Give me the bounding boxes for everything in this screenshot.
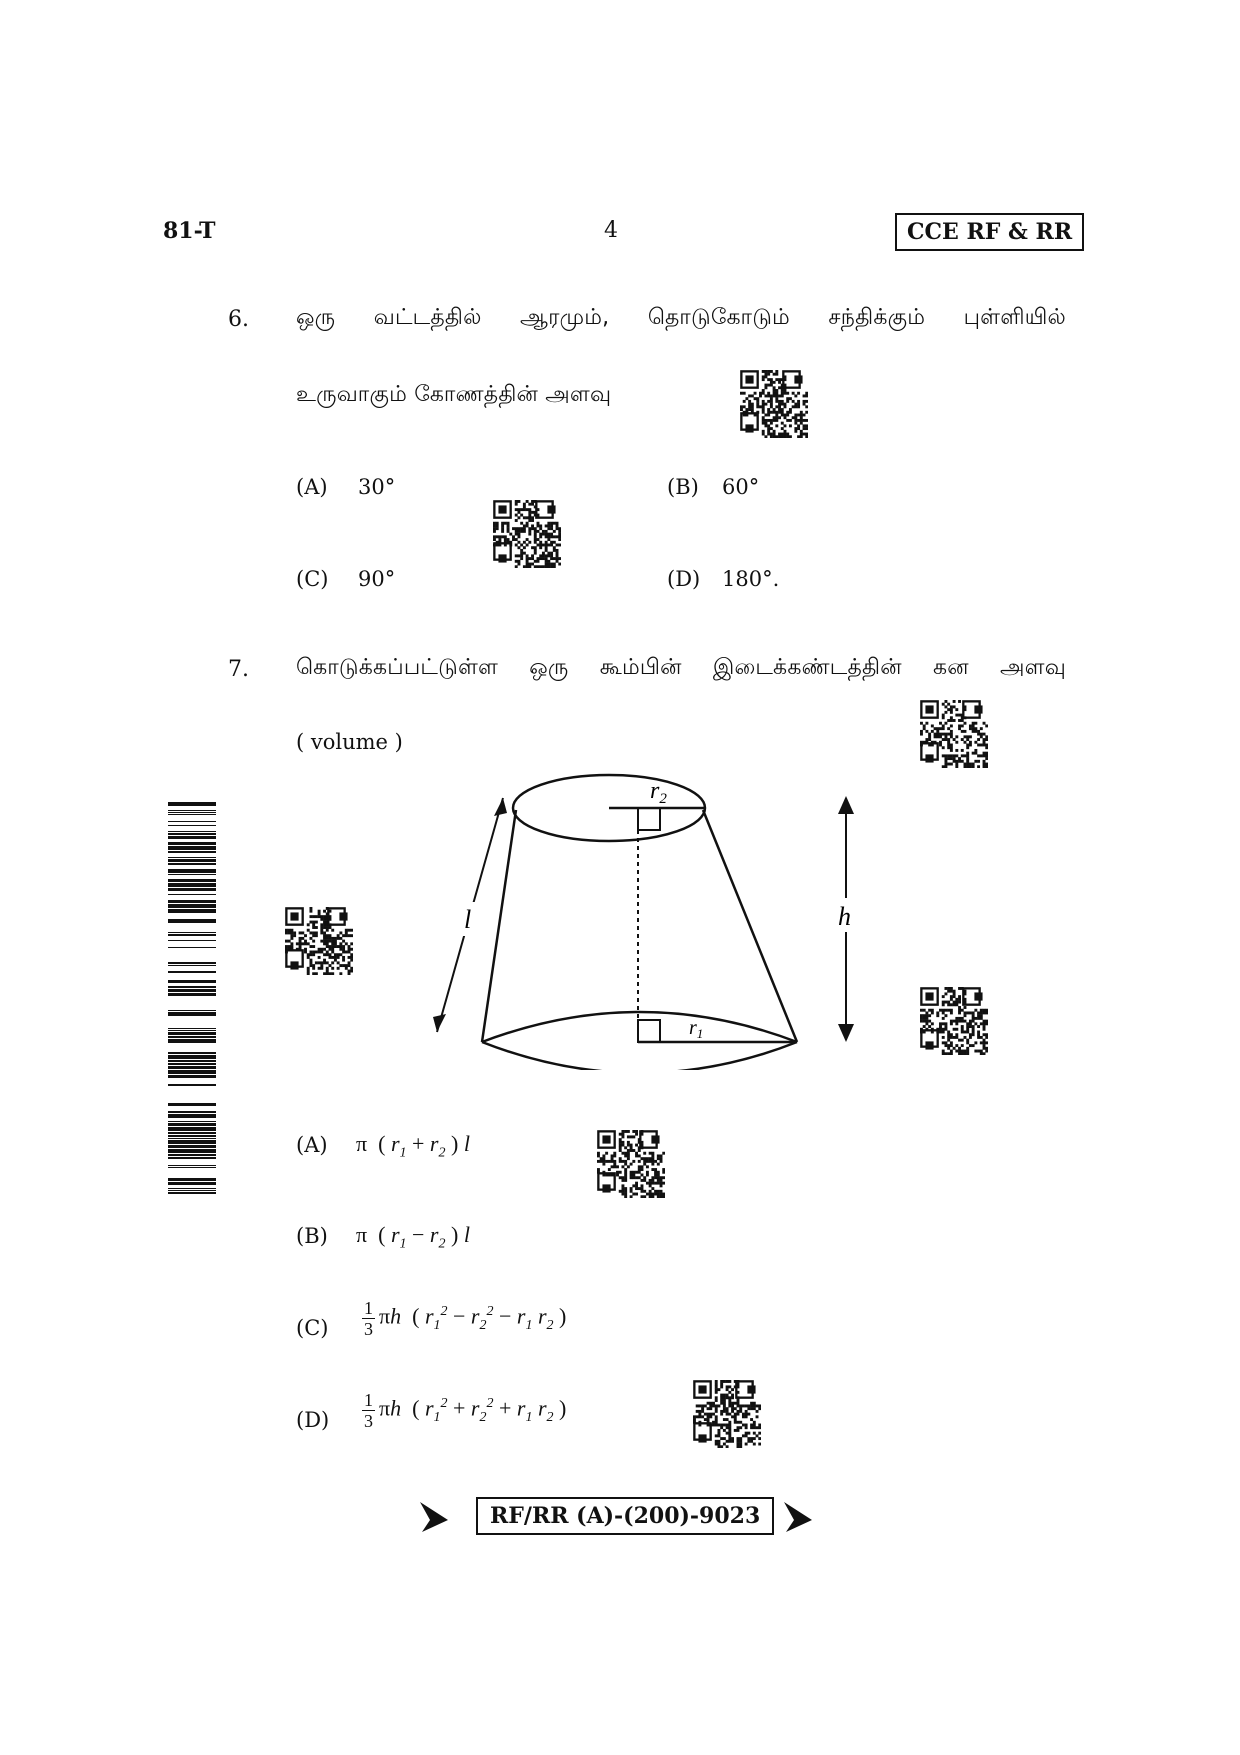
question-7-option-b-label: (B) bbox=[296, 1224, 328, 1248]
qr-code-5 bbox=[920, 987, 988, 1055]
qr-code-2 bbox=[493, 500, 561, 568]
question-6-line-1: ஒரு வட்டத்தில் ஆரமும், தொடுகோடும் சந்திக்கும் புள்ளியில் bbox=[296, 305, 1066, 330]
qr-code-1 bbox=[740, 370, 808, 438]
question-7-option-d-formula: $\frac{1}{3}$ πh ( $r_1^2 + r_2^2 + r_1$ $r_2$ ) bbox=[364, 1390, 567, 1431]
question-7-line-2: ( volume ) bbox=[296, 730, 403, 754]
question-7-option-d-label: (D) bbox=[296, 1408, 330, 1432]
question-7-option-a-formula: π ( $r_1 + r_2$ ) l bbox=[356, 1131, 470, 1161]
arrow-right-icon bbox=[782, 1500, 814, 1534]
svg-text:r1 bbox=[689, 1017, 703, 1041]
qr-code-4 bbox=[285, 907, 353, 975]
bottom-right-angle-mark bbox=[638, 1020, 660, 1042]
label-r1: r bbox=[689, 1017, 697, 1039]
height-arrowhead-bottom bbox=[838, 1024, 854, 1042]
question-6-option-b-value: 60° bbox=[722, 475, 760, 499]
footer-code-box: RF/RR (A)-(200)-9023 bbox=[476, 1497, 774, 1535]
series-box: CCE RF & RR bbox=[895, 213, 1084, 251]
page-number: 4 bbox=[604, 218, 618, 243]
qr-code-7 bbox=[693, 1380, 761, 1448]
question-6-option-a-label: (A) bbox=[296, 475, 328, 499]
question-6-option-d-label: (D) bbox=[667, 567, 701, 591]
qr-code-3 bbox=[920, 700, 988, 768]
frustum-figure bbox=[420, 770, 880, 1070]
label-r1-sub: 1 bbox=[696, 1026, 704, 1041]
question-6-option-d-value: 180°. bbox=[722, 567, 780, 591]
question-7-option-b-formula: π ( $r_1 - r_2$ ) l bbox=[356, 1222, 470, 1252]
frustum-left-side bbox=[482, 810, 516, 1042]
question-7-option-c-label: (C) bbox=[296, 1316, 329, 1340]
label-r2-sub: 2 bbox=[659, 791, 667, 807]
question-6-option-a-value: 30° bbox=[358, 475, 396, 499]
slant-arrowhead-top bbox=[494, 798, 507, 816]
question-6-line-2: உருவாகும் கோணத்தின் அளவு bbox=[296, 382, 612, 407]
label-r2: r bbox=[650, 778, 660, 804]
arrow-left-icon bbox=[418, 1500, 450, 1534]
question-6-option-c-label: (C) bbox=[296, 567, 329, 591]
question-7-option-a-label: (A) bbox=[296, 1133, 328, 1157]
frustum-bottom-front bbox=[482, 1042, 797, 1070]
question-7-option-c-formula: $\frac{1}{3}$ πh ( $r_1^2 - r_2^2 - r_1$ $r_2$ ) bbox=[364, 1298, 567, 1339]
top-right-angle-mark bbox=[638, 808, 660, 830]
frustum-right-side bbox=[703, 810, 797, 1042]
question-7-line-1: கொடுக்கப்பட்டுள்ள ஒரு கூம்பின் இடைக்கண்டத்தின் கன அளவு bbox=[296, 655, 1066, 680]
slant-arrowhead-bottom bbox=[433, 1014, 446, 1032]
qr-code-6 bbox=[597, 1130, 665, 1198]
question-6-number: 6. bbox=[228, 307, 249, 332]
frustum-bottom-back bbox=[482, 1012, 797, 1042]
question-6-option-b-label: (B) bbox=[667, 475, 699, 499]
height-arrowhead-top bbox=[838, 796, 854, 814]
label-slant-l: l bbox=[464, 905, 472, 934]
question-6-option-c-value: 90° bbox=[358, 567, 396, 591]
label-height-h: h bbox=[838, 902, 851, 931]
side-barcode bbox=[168, 802, 216, 1194]
question-7-number: 7. bbox=[228, 657, 249, 682]
paper-code: 81-T bbox=[163, 218, 216, 244]
